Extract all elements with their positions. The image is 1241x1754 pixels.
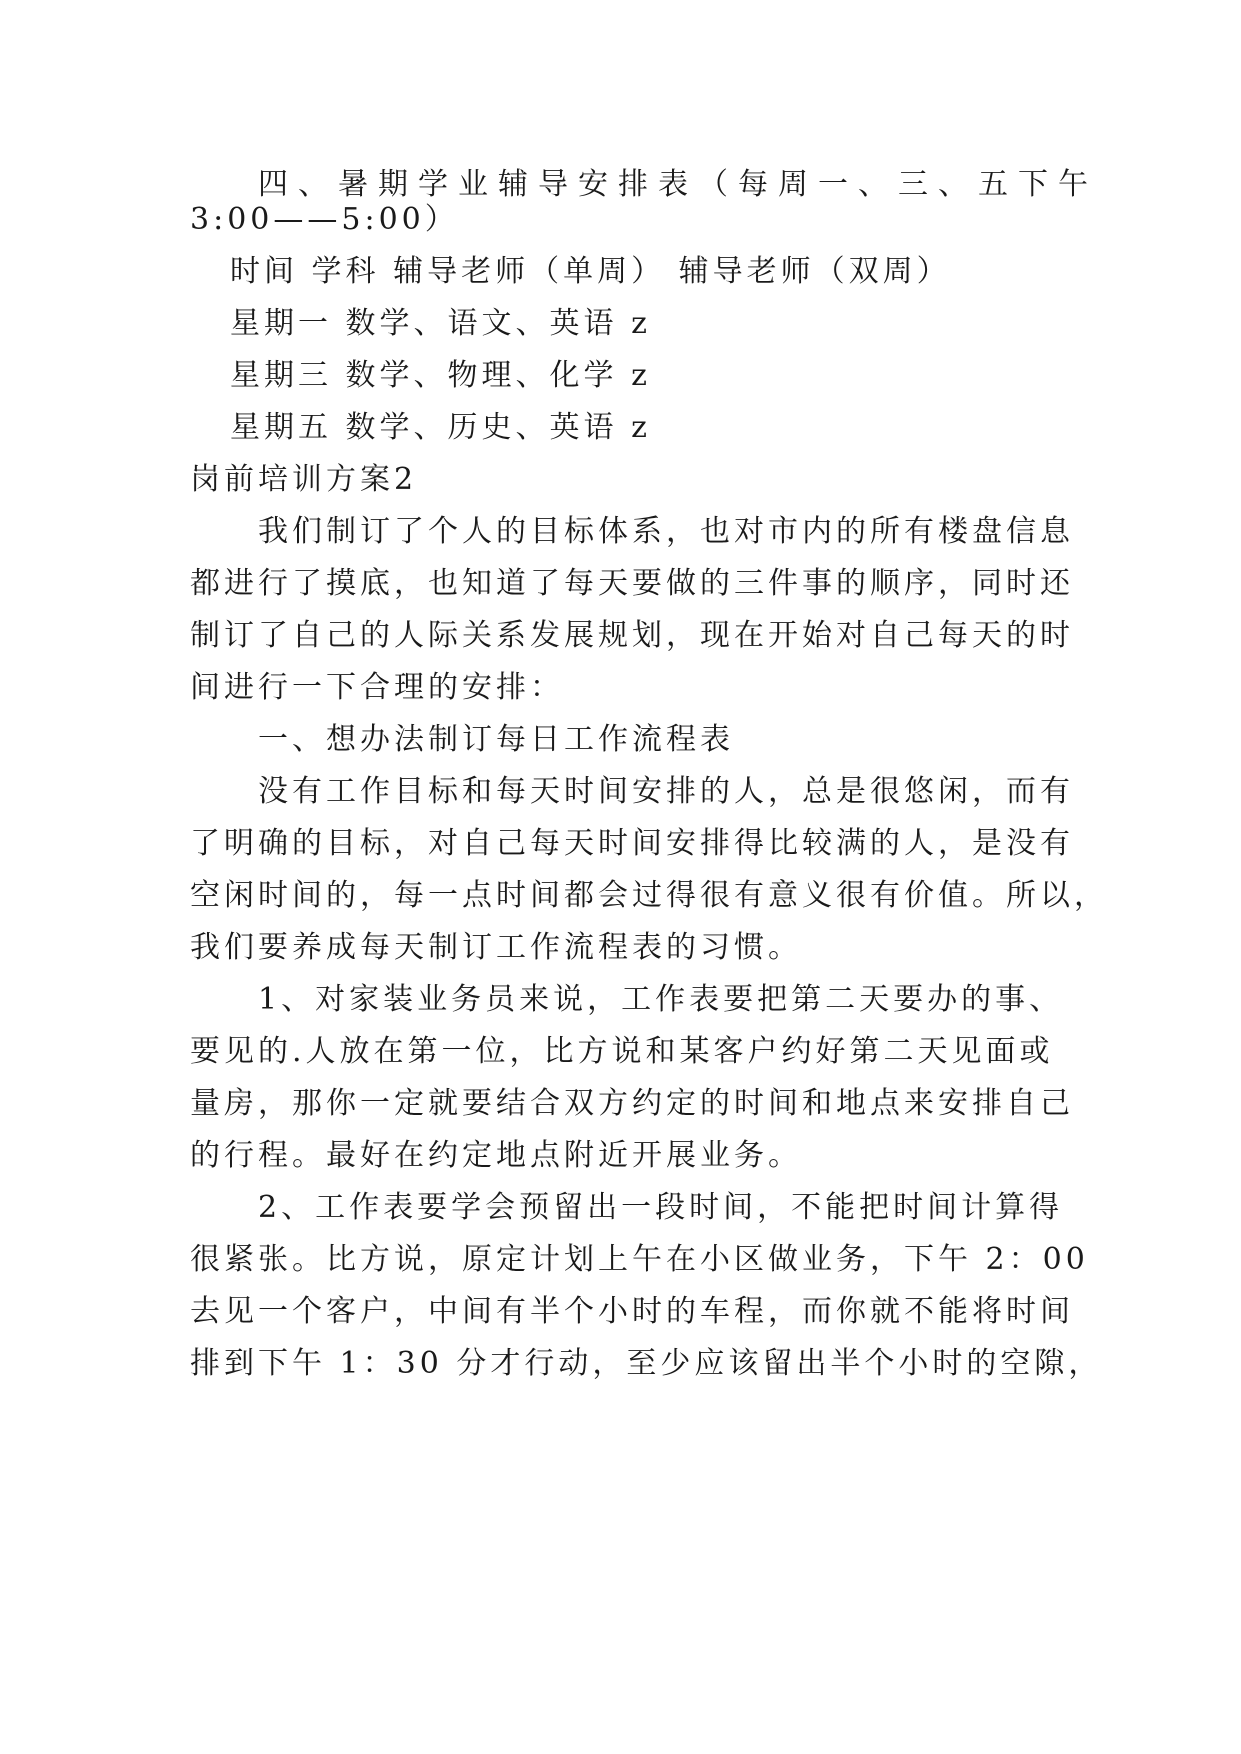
table-row: 星期五 数学、历史、英语 z xyxy=(230,410,651,445)
paragraph-line: 空闲时间的，每一点时间都会过得很有意义很有价值。所以， xyxy=(190,878,1108,913)
paragraph-line: 的行程。最好在约定地点附近开展业务。 xyxy=(190,1138,802,1173)
paragraph-line: 我们要养成每天制订工作流程表的习惯。 xyxy=(190,930,802,965)
subheading: 一、想办法制订每日工作流程表 xyxy=(258,722,734,757)
paragraph-line: 都进行了摸底，也知道了每天要做的三件事的顺序，同时还 xyxy=(190,566,1074,601)
paragraph-line: 没有工作目标和每天时间安排的人，总是很悠闲，而有 xyxy=(258,774,1074,809)
paragraph-line: 很紧张。比方说，原定计划上午在小区做业务，下午 2：00 xyxy=(190,1242,1089,1277)
paragraph-line: 量房，那你一定就要结合双方约定的时间和地点来安排自己 xyxy=(190,1086,1074,1121)
table-row: 星期一 数学、语文、英语 z xyxy=(230,306,651,341)
table-row: 星期三 数学、物理、化学 z xyxy=(230,358,651,393)
paragraph-line: 1、对家装业务员来说，工作表要把第二天要办的事、 xyxy=(258,982,1064,1017)
table-header: 时间 学科 辅导老师（单周） 辅导老师（双周） xyxy=(230,254,951,289)
paragraph-line: 2、工作表要学会预留出一段时间，不能把时间计算得 xyxy=(258,1190,1064,1225)
paragraph-line: 间进行一下合理的安排： xyxy=(190,670,564,705)
paragraph-line: 我们制订了个人的目标体系，也对市内的所有楼盘信息 xyxy=(258,514,1074,549)
paragraph-line: 制订了自己的人际关系发展规划，现在开始对自己每天的时 xyxy=(190,618,1074,653)
section-title-line-1: 四、暑期学业辅导安排表（每周一、三、五下午 xyxy=(258,167,1098,202)
paragraph-line: 去见一个客户，中间有半个小时的车程，而你就不能将时间 xyxy=(190,1294,1074,1329)
heading: 岗前培训方案2 xyxy=(190,462,418,497)
paragraph-line: 要见的.人放在第一位，比方说和某客户约好第二天见面或 xyxy=(190,1034,1054,1069)
section-title-line-2: 3:00——5:00） xyxy=(190,202,459,237)
paragraph-line: 排到下午 1：30 分才行动，至少应该留出半个小时的空隙， xyxy=(190,1346,1103,1381)
paragraph-line: 了明确的目标，对自己每天时间安排得比较满的人，是没有 xyxy=(190,826,1074,861)
